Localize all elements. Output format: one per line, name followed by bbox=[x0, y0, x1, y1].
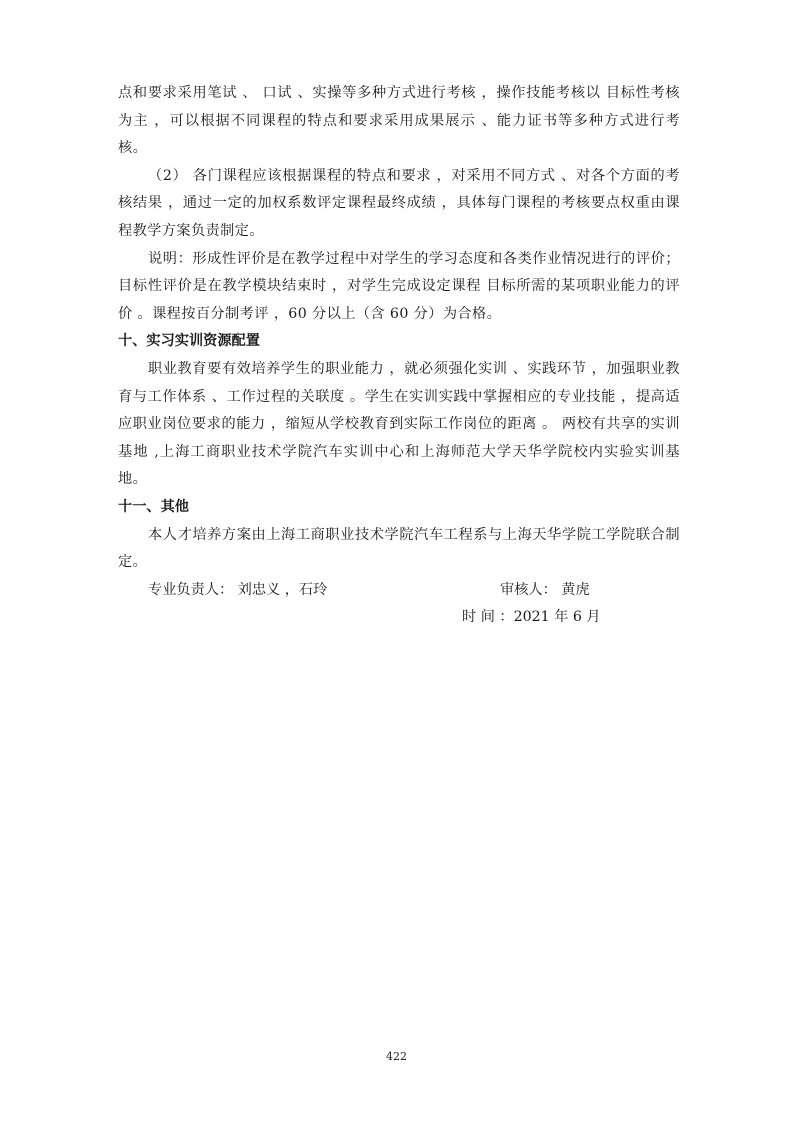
section-10-body: 职业教育要有效培养学生的职业能力 ，就必须强化实训 、实践环节 ，加强职业教育与工作体系 、工作过程的关联度 。学生在实训实践中掌握相应的专业技能 ，提高适应职业岗位要求的能力 ，缩短从学校教育到实际工作岗位的距离 。 两校有共享的实训基地 ,上海工商职业技术学院汽车实训中心和上海师范大学天华学院校内实验实训基地。 bbox=[118, 360, 680, 488]
responsible-person: 专业负责人： 刘忠义 ，石玲 bbox=[148, 581, 328, 598]
reviewer: 审核人： 黄虎 bbox=[500, 581, 590, 598]
assessment-paragraph: 点和要求采用笔试 、 口试 、实操等多种方式进行考核 ，操作技能考核以 目标性考核为主 ，可以根据不同课程的特点和要求采用成果展示 、能力证书等多种方式进行考核。 bbox=[118, 85, 680, 157]
section-11-body: 本人才培养方案由上海工商职业技术学院汽车工程系与上海天华学院工学院联合制定。 bbox=[118, 526, 680, 571]
date-row bbox=[118, 604, 680, 632]
signature-row bbox=[118, 577, 680, 605]
note-paragraph: 说明：形成性评价是在教学过程中对学生的学习态度和各类作业情况进行的评价； 目标性评价是在教学模块结束时 ，对学生完成设定课程 目标所需的某项职业能力的评价 。课程按百分制考评 ，60 分以上（含 60 分）为合格。 bbox=[118, 250, 680, 322]
section-10-heading: 十、实习实训资源配置 bbox=[118, 333, 260, 350]
weighting-paragraph: （2） 各门课程应该根据课程的特点和要求 ，对采用不同方式 、对各个方面的考核结果 ，通过一定的加权系数评定课程最终成绩 ，具体每门课程的考核要点权重由课程教学方案负责制定。 bbox=[118, 167, 680, 239]
document-date: 时 间 ：2021 年 6 月 bbox=[462, 609, 601, 626]
section-11-heading: 十一、其他 bbox=[118, 498, 189, 515]
page-content bbox=[118, 80, 680, 632]
page-number: 422 bbox=[386, 1050, 407, 1063]
